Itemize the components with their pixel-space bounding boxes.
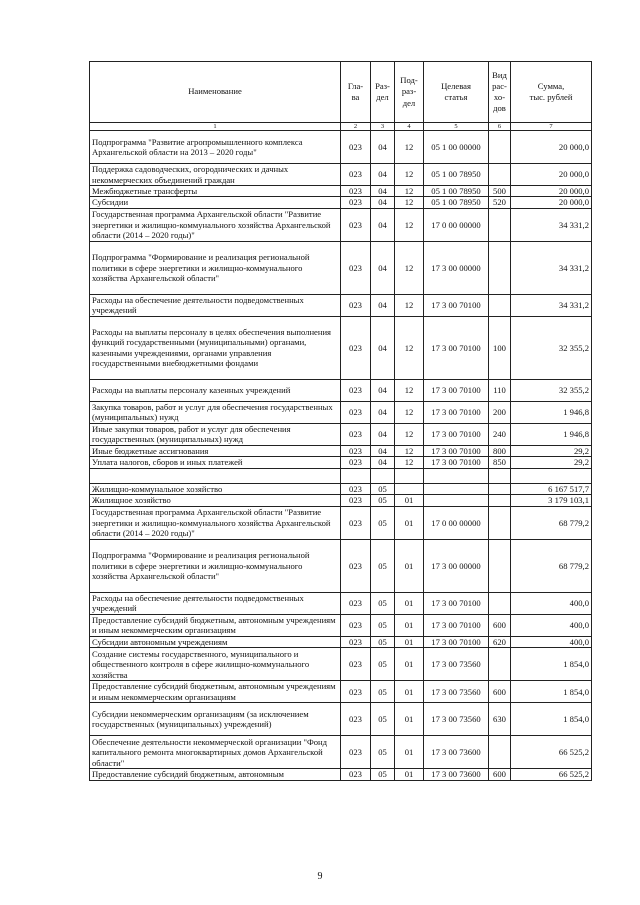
row-name: Иные бюджетные ассигнования: [90, 445, 341, 456]
row-subsection: 01: [395, 592, 424, 614]
row-subsection: 12: [395, 379, 424, 401]
table-row: [90, 164, 592, 186]
table-row: [90, 769, 592, 780]
row-chapter: 023: [341, 681, 371, 703]
row-chapter: 023: [341, 648, 371, 681]
row-name: Государственная программа Архангельской области "Развитие энергетики и жилищно-коммунального хозяйства Архангельской области (2014 – 2020 годы)": [90, 208, 341, 241]
row-target-article: 05 1 00 00000: [424, 131, 489, 164]
row-target-article: 05 1 00 78950: [424, 186, 489, 197]
row-section: 04: [371, 186, 395, 197]
row-chapter: 023: [341, 423, 371, 445]
row-chapter: 023: [341, 294, 371, 316]
row-amount: 66 525,2: [511, 736, 592, 769]
row-section: 05: [371, 539, 395, 592]
row-name: Государственная программа Архангельской области "Развитие энергетики и жилищно-коммунального хозяйства Архангельской области (2014 – 2020 годы)": [90, 506, 341, 539]
row-section: 05: [371, 495, 395, 506]
row-amount: 20 000,0: [511, 197, 592, 208]
row-subsection: 12: [395, 457, 424, 468]
row-subsection: 01: [395, 636, 424, 647]
row-chapter: 023: [341, 445, 371, 456]
row-chapter: 023: [341, 401, 371, 423]
row-chapter: 023: [341, 208, 371, 241]
row-expense-type: [489, 506, 511, 539]
row-section: 05: [371, 681, 395, 703]
table-row: [90, 681, 592, 703]
row-section: 04: [371, 457, 395, 468]
row-section: 05: [371, 703, 395, 736]
table-row: [90, 736, 592, 769]
row-name: Расходы на обеспечение деятельности подведомственных учреждений: [90, 592, 341, 614]
row-subsection: 01: [395, 703, 424, 736]
row-chapter: 023: [341, 636, 371, 647]
row-amount: 34 331,2: [511, 294, 592, 316]
row-section: 05: [371, 648, 395, 681]
row-amount: 400,0: [511, 636, 592, 647]
row-subsection: 12: [395, 208, 424, 241]
row-amount: 29,2: [511, 457, 592, 468]
row-section: 04: [371, 131, 395, 164]
row-target-article: [424, 495, 489, 506]
row-name: Иные закупки товаров, работ и услуг для обеспечения государственных (муниципальных) нужд: [90, 423, 341, 445]
row-target-article: 17 3 00 70100: [424, 592, 489, 614]
row-subsection: 01: [395, 648, 424, 681]
header-row: [90, 62, 592, 123]
row-target-article: 17 3 00 73560: [424, 648, 489, 681]
row-section: 05: [371, 736, 395, 769]
row-expense-type: [489, 495, 511, 506]
row-target-article: [424, 483, 489, 494]
row-expense-type: 600: [489, 769, 511, 780]
column-number: 1: [90, 123, 341, 131]
row-amount: 20 000,0: [511, 186, 592, 197]
spacer-cell: [341, 468, 371, 483]
header-amount: Сумма, тыс. рублей: [511, 62, 592, 123]
row-subsection: 01: [395, 681, 424, 703]
row-expense-type: [489, 208, 511, 241]
row-name: Подпрограмма "Формирование и реализация региональной политики в сфере энергетики и жилищно-коммунального хозяйства Архангельской области": [90, 539, 341, 592]
column-number: 2: [341, 123, 371, 131]
header-name: Наименование: [90, 62, 341, 123]
row-name: Расходы на выплаты персоналу в целях обеспечения выполнения функций государственными (муниципальными) органами, казенными учреждениями, органами управления государственными внебюджетными фондами: [90, 316, 341, 379]
row-expense-type: [489, 483, 511, 494]
row-name: Жилищно-коммунальное хозяйство: [90, 483, 341, 494]
row-amount: 3 179 103,1: [511, 495, 592, 506]
row-expense-type: 110: [489, 379, 511, 401]
row-section: 04: [371, 197, 395, 208]
row-target-article: 17 3 00 70100: [424, 445, 489, 456]
row-target-article: 17 3 00 73560: [424, 703, 489, 736]
row-amount: 1 854,0: [511, 703, 592, 736]
row-amount: 20 000,0: [511, 164, 592, 186]
header-target-article: Целевая статья: [424, 62, 489, 123]
row-name: Закупка товаров, работ и услуг для обеспечения государственных (муниципальных) нужд: [90, 401, 341, 423]
row-expense-type: 600: [489, 681, 511, 703]
table-row: [90, 294, 592, 316]
table-row: [90, 636, 592, 647]
row-section: 04: [371, 164, 395, 186]
row-chapter: 023: [341, 769, 371, 780]
row-chapter: 023: [341, 592, 371, 614]
row-section: 04: [371, 379, 395, 401]
header-expense-type: Вид рас- хо- дов: [489, 62, 511, 123]
row-name: Расходы на выплаты персоналу казенных учреждений: [90, 379, 341, 401]
row-amount: 66 525,2: [511, 769, 592, 780]
row-name: Субсидии автономным учреждениям: [90, 636, 341, 647]
row-subsection: 12: [395, 131, 424, 164]
row-target-article: 17 3 00 00000: [424, 539, 489, 592]
row-chapter: 023: [341, 131, 371, 164]
table-row: [90, 208, 592, 241]
row-target-article: 17 3 00 70100: [424, 379, 489, 401]
table-row: [90, 186, 592, 197]
row-expense-type: 630: [489, 703, 511, 736]
row-expense-type: 620: [489, 636, 511, 647]
budget-table: [89, 61, 592, 781]
table-row: [90, 197, 592, 208]
row-section: 04: [371, 401, 395, 423]
row-subsection: 12: [395, 423, 424, 445]
row-name: Субсидии: [90, 197, 341, 208]
row-amount: 34 331,2: [511, 208, 592, 241]
row-section: 04: [371, 423, 395, 445]
table-row: [90, 316, 592, 379]
row-expense-type: [489, 164, 511, 186]
row-amount: 68 779,2: [511, 539, 592, 592]
row-section: 05: [371, 483, 395, 494]
header-chapter: Гла- ва: [341, 62, 371, 123]
row-chapter: 023: [341, 197, 371, 208]
row-section: 05: [371, 614, 395, 636]
spacer-cell: [371, 468, 395, 483]
row-amount: 1 946,8: [511, 401, 592, 423]
row-target-article: 05 1 00 78950: [424, 164, 489, 186]
row-chapter: 023: [341, 736, 371, 769]
row-expense-type: 500: [489, 186, 511, 197]
row-target-article: 17 3 00 70100: [424, 614, 489, 636]
row-section: 04: [371, 316, 395, 379]
row-name: Поддержка садоводческих, огороднических и дачных некоммерческих объединений граждан: [90, 164, 341, 186]
table-row: [90, 445, 592, 456]
row-name: Предоставление субсидий бюджетным, автономным учреждениям и иным некоммерческим организациям: [90, 614, 341, 636]
row-chapter: 023: [341, 316, 371, 379]
row-chapter: 023: [341, 703, 371, 736]
table-row: [90, 495, 592, 506]
row-amount: 34 331,2: [511, 241, 592, 294]
row-target-article: 17 3 00 73600: [424, 736, 489, 769]
column-number: 6: [489, 123, 511, 131]
row-amount: 32 355,2: [511, 316, 592, 379]
table-row: [90, 614, 592, 636]
row-chapter: 023: [341, 539, 371, 592]
row-expense-type: 850: [489, 457, 511, 468]
row-subsection: 01: [395, 506, 424, 539]
row-chapter: 023: [341, 379, 371, 401]
row-expense-type: 200: [489, 401, 511, 423]
row-target-article: 17 3 00 73600: [424, 769, 489, 780]
row-name: Предоставление субсидий бюджетным, автономным учреждениям и иным некоммерческим организациям: [90, 681, 341, 703]
row-name: Межбюджетные трансферты: [90, 186, 341, 197]
row-expense-type: [489, 736, 511, 769]
row-chapter: 023: [341, 495, 371, 506]
row-amount: 1 854,0: [511, 648, 592, 681]
table-row: [90, 648, 592, 681]
row-target-article: 17 3 00 70100: [424, 457, 489, 468]
row-subsection: 01: [395, 769, 424, 780]
row-subsection: 12: [395, 294, 424, 316]
row-chapter: 023: [341, 506, 371, 539]
table-row: [90, 483, 592, 494]
table-row: [90, 401, 592, 423]
row-section: 05: [371, 636, 395, 647]
row-amount: 20 000,0: [511, 131, 592, 164]
row-expense-type: [489, 241, 511, 294]
column-number: 5: [424, 123, 489, 131]
row-name: Создание системы государственного, муниципального и общественного контроля в сфере жилищно-коммунального хозяйства: [90, 648, 341, 681]
row-target-article: 17 3 00 70100: [424, 636, 489, 647]
row-expense-type: 240: [489, 423, 511, 445]
row-name: Предоставление субсидий бюджетным, автономным: [90, 769, 341, 780]
spacer-cell: [511, 468, 592, 483]
table-row: [90, 703, 592, 736]
row-chapter: 023: [341, 483, 371, 494]
row-section: 04: [371, 241, 395, 294]
row-subsection: 01: [395, 495, 424, 506]
row-amount: 68 779,2: [511, 506, 592, 539]
row-subsection: 12: [395, 197, 424, 208]
column-number: 7: [511, 123, 592, 131]
row-name: Расходы на обеспечение деятельности подведомственных учреждений: [90, 294, 341, 316]
row-subsection: 12: [395, 164, 424, 186]
row-amount: 29,2: [511, 445, 592, 456]
spacer-cell: [395, 468, 424, 483]
row-subsection: 12: [395, 445, 424, 456]
column-number: 3: [371, 123, 395, 131]
row-chapter: 023: [341, 614, 371, 636]
row-name: Субсидии некоммерческим организациям (за исключением государственных (муниципальных) учреждений): [90, 703, 341, 736]
column-number: 4: [395, 123, 424, 131]
row-target-article: 17 3 00 70100: [424, 316, 489, 379]
row-amount: 6 167 517,7: [511, 483, 592, 494]
row-expense-type: [489, 648, 511, 681]
row-name: Подпрограмма "Формирование и реализация региональной политики в сфере энергетики и жилищно-коммунального хозяйства Архангельской области": [90, 241, 341, 294]
row-section: 05: [371, 506, 395, 539]
row-expense-type: [489, 539, 511, 592]
row-expense-type: 100: [489, 316, 511, 379]
row-subsection: [395, 483, 424, 494]
row-target-article: 05 1 00 78950: [424, 197, 489, 208]
spacer-cell: [489, 468, 511, 483]
row-subsection: 12: [395, 401, 424, 423]
spacer-cell: [424, 468, 489, 483]
row-amount: 1 854,0: [511, 681, 592, 703]
row-subsection: 12: [395, 241, 424, 294]
row-section: 04: [371, 294, 395, 316]
row-expense-type: [489, 131, 511, 164]
row-expense-type: 520: [489, 197, 511, 208]
row-section: 04: [371, 208, 395, 241]
column-number-row: [90, 123, 592, 131]
table-row: [90, 131, 592, 164]
header-subsection: Под- раз- дел: [395, 62, 424, 123]
row-name: Уплата налогов, сборов и иных платежей: [90, 457, 341, 468]
row-chapter: 023: [341, 164, 371, 186]
row-name: Жилищное хозяйство: [90, 495, 341, 506]
row-expense-type: [489, 294, 511, 316]
table-row: [90, 379, 592, 401]
row-amount: 32 355,2: [511, 379, 592, 401]
table-row: [90, 241, 592, 294]
row-amount: 400,0: [511, 592, 592, 614]
row-target-article: 17 3 00 70100: [424, 423, 489, 445]
row-chapter: 023: [341, 457, 371, 468]
row-target-article: 17 3 00 70100: [424, 294, 489, 316]
row-target-article: 17 3 00 73560: [424, 681, 489, 703]
table-row: [90, 539, 592, 592]
row-target-article: 17 0 00 00000: [424, 506, 489, 539]
row-section: 04: [371, 445, 395, 456]
row-name: Подпрограмма "Развитие агропромышленного комплекса Архангельской области на 2013 – 2020 годы": [90, 131, 341, 164]
page-number: 9: [317, 871, 323, 882]
spacer-cell: [90, 468, 341, 483]
row-expense-type: [489, 592, 511, 614]
row-target-article: 17 0 00 00000: [424, 208, 489, 241]
row-expense-type: 800: [489, 445, 511, 456]
table-row: [90, 506, 592, 539]
row-subsection: 12: [395, 316, 424, 379]
table-row: [90, 423, 592, 445]
table-row: [90, 457, 592, 468]
table-row: [90, 592, 592, 614]
row-chapter: 023: [341, 241, 371, 294]
row-target-article: 17 3 00 70100: [424, 401, 489, 423]
spacer-row: [90, 468, 592, 483]
row-subsection: 12: [395, 186, 424, 197]
row-chapter: 023: [341, 186, 371, 197]
row-subsection: 01: [395, 736, 424, 769]
row-amount: 400,0: [511, 614, 592, 636]
header-section: Раз- дел: [371, 62, 395, 123]
row-target-article: 17 3 00 00000: [424, 241, 489, 294]
row-subsection: 01: [395, 539, 424, 592]
row-name: Обеспечение деятельности некоммерческой организации "Фонд капитального ремонта многоквартирных домов Архангельской области": [90, 736, 341, 769]
row-expense-type: 600: [489, 614, 511, 636]
row-section: 05: [371, 592, 395, 614]
row-amount: 1 946,8: [511, 423, 592, 445]
row-subsection: 01: [395, 614, 424, 636]
row-section: 05: [371, 769, 395, 780]
